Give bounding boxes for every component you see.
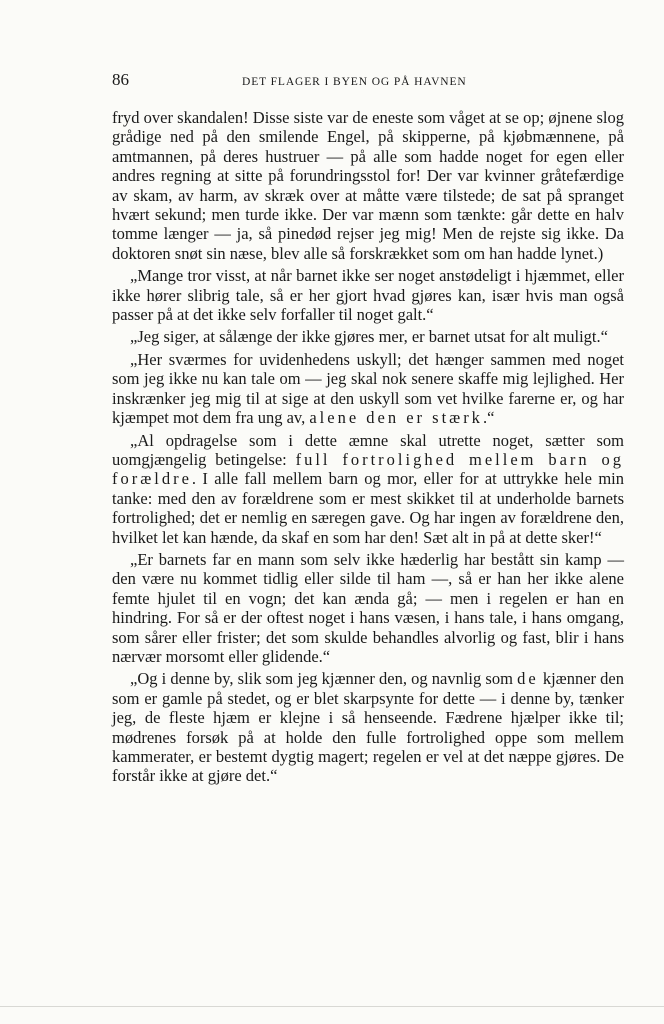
text-run: kjænner den som er gamle på stedet, og er blet skarpsynte for dette — i denne by, tænker jeg, de fleste hjæm er klejne i så henseende. Fædrene hjælper ikke til; mødrenes forsøk på at holde den fulle fortrolighed oppe som mellem kammerater, er bestemt dygtig magert; regelen er vel at det næppe gjøres. De forstår ikke at gjøre det.“ [112, 669, 624, 786]
text-run: fryd over skandalen! Disse siste var de eneste som våget at se op; øjnene slog grådige ned på den smilende Engel, på skipperne, på kjøbmænnene, på amtmannen, på deres hustruer — på alle som hadde noget for egen eller andres regning at sitte på forundringsstol for! Der var kvinner gråtefærdige av skam, av harm, av skræk over at måtte være tilstede; de sat på spranget hvært sekund; men turde ikke. Der var mænn som tænkte: går dette en halv tomme længer — ja, så pinedød rejser jeg mig! Men de rejste sig ikke. Da doktoren snøt sin næse, blev alle så forskrækket som om han hadde lynet.) [112, 108, 624, 263]
text-run: „Jeg siger, at sålænge der ikke gjøres mer, er barnet utsat for alt muligt.“ [130, 327, 608, 347]
page-header [112, 70, 624, 98]
paragraph [112, 550, 624, 666]
page-number: 86 [112, 70, 129, 89]
paragraph [112, 327, 624, 346]
spaced-emphasis: full fortrolighed mellem barn og forældre [112, 449, 624, 489]
text-run: „Al opdragelse som i dette æmne skal utrette noget, sætter som uomgjængelig betingelse: [112, 430, 624, 469]
paragraph [112, 108, 624, 263]
text-run: „Mange tror visst, at når barnet ikke ser noget anstødeligt i hjæmmet, eller ikke hører slibrig tale, så er her gjort hvad gjøres kan, især hvis man også passer på at det ikke selv forfaller til noget galt.“ [112, 266, 624, 325]
text-run: „Og i denne by, slik som jeg kjænner den, og navnlig som [130, 669, 518, 689]
spaced-emphasis: alene den er stærk [309, 408, 483, 428]
running-title: DET FLAGER I BYEN OG PÅ HAVNEN [242, 76, 467, 88]
paragraph [112, 266, 624, 324]
text-run: „Er barnets far en mann som selv ikke hæderlig har bestått sin kamp — den være nu kommet tidlig eller silde til ham —, så er han her ikke alene femte hjulet til en vogn; det kan ænda gå; — men i regelen er han en hindring. For så er der oftest noget i hans væsen, i hans tale, i hans omgang, som sårer eller frister; det som skulde behandles alvorlig og fast, blir i hans nærvær morsomt eller glidende.“ [112, 549, 624, 666]
spaced-emphasis: de [517, 669, 539, 689]
text-run: „Her sværmes for uvidenhedens uskyll; det hænger sammen med noget som jeg ikke nu kan tale om — jeg skal nok senere skaffe mig lejlighed. Her inskrænker jeg mig til at sige at den uskyll som vet hvilke farerne er, og har kjæmpet mot dem fra ung av, [112, 349, 624, 428]
paragraph [112, 669, 624, 785]
paragraph [112, 350, 624, 428]
text-run: . I alle fall mellem barn og mor, eller for at uttrykke hele min tanke: med den av forældrene som er mest skikket til at underholde barnets fortrolighed; det er nemlig en særegen gave. Og har ingen av forældrene den, hvilket let kan hænde, da skaf en som har den! Sæt alt in på at dette sker!“ [112, 469, 624, 547]
page-edge-divider [0, 1006, 664, 1007]
paragraph [112, 431, 624, 547]
text-run: .“ [482, 408, 495, 428]
body-text [112, 108, 624, 786]
book-page [112, 70, 624, 789]
